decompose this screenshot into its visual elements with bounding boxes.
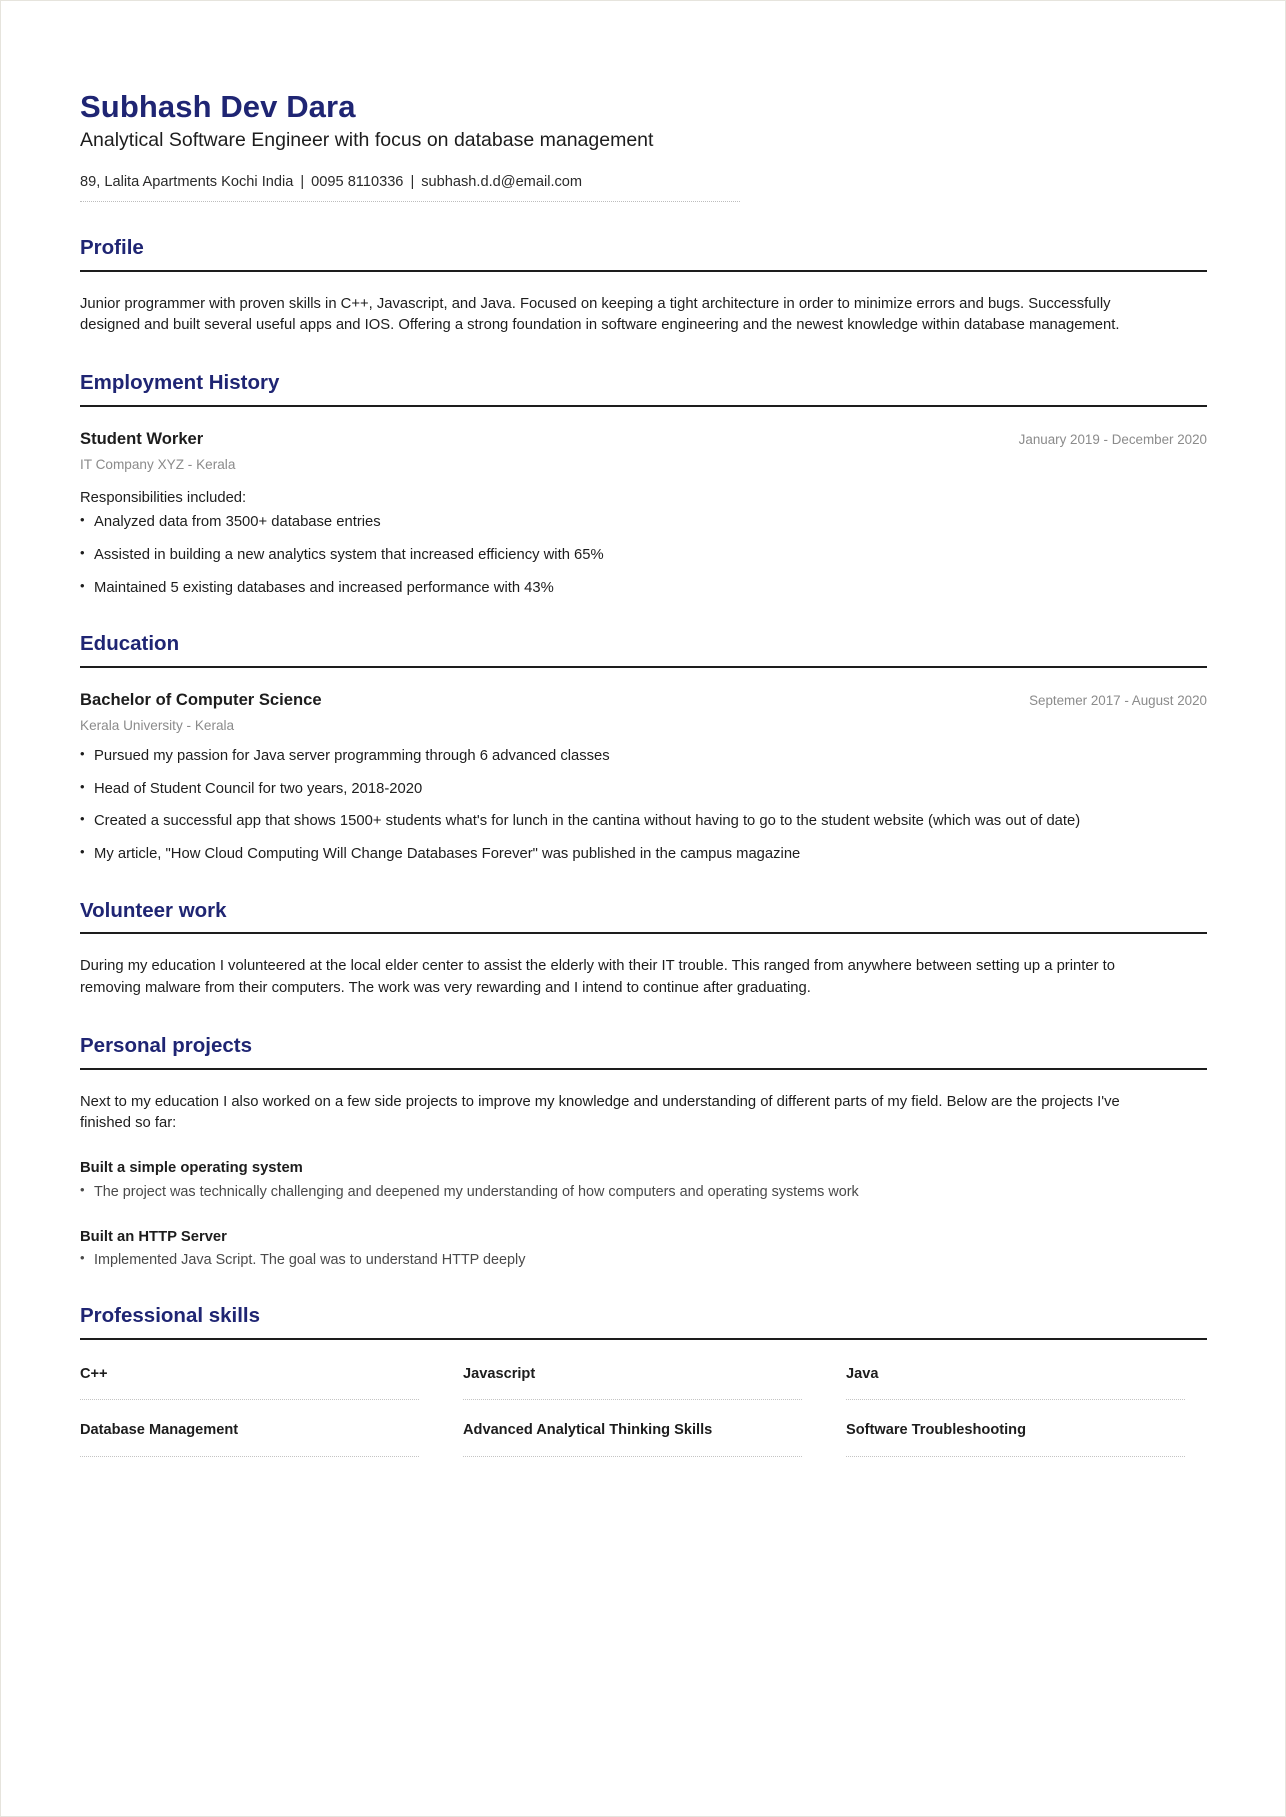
candidate-name: Subhash Dev Dara <box>80 89 356 124</box>
contact-address: 89, Lalita Apartments Kochi India <box>80 174 294 191</box>
candidate-job-title: Analytical Software Engineer with focus on database management <box>80 128 654 151</box>
employment-lead-in: Responsibilities included: <box>80 489 247 506</box>
section-employment-history <box>80 371 1207 598</box>
project-item <box>80 1228 1207 1271</box>
section-education <box>80 632 1207 865</box>
contact-separator-1: | <box>300 174 305 191</box>
project-item <box>80 1159 1207 1202</box>
employment-date: January 2019 - December 2020 <box>1018 431 1207 447</box>
skill-label: Javascript <box>463 1365 536 1382</box>
list-item: • Assisted in building a new analytics system that increased efficiency with 65% <box>80 545 1207 566</box>
section-heading-projects: Personal projects <box>80 1034 1207 1070</box>
skill-item <box>463 1344 802 1401</box>
section-heading-skills: Professional skills <box>80 1304 1207 1340</box>
section-heading-education: Education <box>80 632 1207 668</box>
projects-intro-text: Next to my education I also worked on a few side projects to improve my knowledge and understanding of different parts of my field. Below are the projects I've finished so far: <box>80 1093 1120 1132</box>
list-item: • Maintained 5 existing databases and increased performance with 43% <box>80 578 1207 599</box>
profile-text: Junior programmer with proven skills in C++, Javascript, and Java. Focused on keeping a tight architecture in order to minimize errors and bugs. Successfully designed and built several useful apps and IOS. Offering a strong foundation in software engineering and the newest knowledge within database management. <box>80 295 1120 334</box>
section-heading-employment: Employment History <box>80 371 1207 407</box>
section-volunteer-work <box>80 899 1207 1000</box>
resume-sheet <box>80 1 1207 1457</box>
skill-label: C++ <box>80 1365 108 1382</box>
project-bullet-list <box>80 1182 1207 1202</box>
skill-label: Advanced Analytical Thinking Skills <box>463 1422 713 1439</box>
contact-email[interactable]: subhash.d.d@email.com <box>421 174 583 191</box>
list-item: • The project was technically challenging and deepened my understanding of how computers and operating systems work <box>80 1182 1207 1202</box>
contact-line <box>80 174 740 202</box>
education-bullet-list <box>80 746 1207 865</box>
list-item: • Head of Student Council for two years, 2018-2020 <box>80 779 1207 800</box>
list-item: • Pursued my passion for Java server programming through 6 advanced classes <box>80 746 1207 767</box>
list-item: • Analyzed data from 3500+ database entries <box>80 512 1207 533</box>
list-item: • My article, "How Cloud Computing Will Change Databases Forever" was published in the campus magazine <box>80 844 1207 865</box>
project-title: Built a simple operating system <box>80 1160 303 1177</box>
employment-role: Student Worker <box>80 428 204 448</box>
education-entry <box>80 690 1207 865</box>
skill-label: Database Management <box>80 1422 239 1439</box>
contact-separator-2: | <box>410 174 415 191</box>
section-heading-volunteer: Volunteer work <box>80 899 1207 935</box>
education-institution: Kerala University - Kerala <box>80 717 235 733</box>
section-personal-projects <box>80 1034 1207 1270</box>
skill-item <box>846 1400 1185 1457</box>
skill-item <box>463 1400 802 1457</box>
employment-entry <box>80 429 1207 599</box>
project-bullet-list <box>80 1250 1207 1270</box>
skill-item <box>846 1344 1185 1401</box>
employment-bullet-list <box>80 512 1207 598</box>
skill-item <box>80 1400 419 1457</box>
contact-phone: 0095 8110336 <box>311 174 404 191</box>
section-professional-skills <box>80 1304 1207 1457</box>
education-date: Septemer 2017 - August 2020 <box>1029 692 1207 708</box>
resume-header <box>80 1 1207 202</box>
skill-label: Software Troubleshooting <box>846 1422 1026 1439</box>
list-item: • Created a successful app that shows 1500+ students what's for lunch in the cantina without having to go to the student website (which was out of date) <box>80 811 1207 832</box>
section-profile <box>80 236 1207 337</box>
list-item: • Implemented Java Script. The goal was to understand HTTP deeply <box>80 1250 1207 1270</box>
skill-item <box>80 1344 419 1401</box>
volunteer-text: During my education I volunteered at the local elder center to assist the elderly with their IT trouble. This ranged from anywhere between setting up a printer to removing malware from their computers. The work was very rewarding and I intend to continue after graduating. <box>80 958 1115 997</box>
skill-label: Java <box>846 1365 879 1382</box>
project-title: Built an HTTP Server <box>80 1228 227 1245</box>
education-degree: Bachelor of Computer Science <box>80 689 322 709</box>
skills-grid <box>80 1344 1207 1457</box>
section-heading-profile: Profile <box>80 236 1207 272</box>
employment-organization: IT Company XYZ - Kerala <box>80 456 236 472</box>
